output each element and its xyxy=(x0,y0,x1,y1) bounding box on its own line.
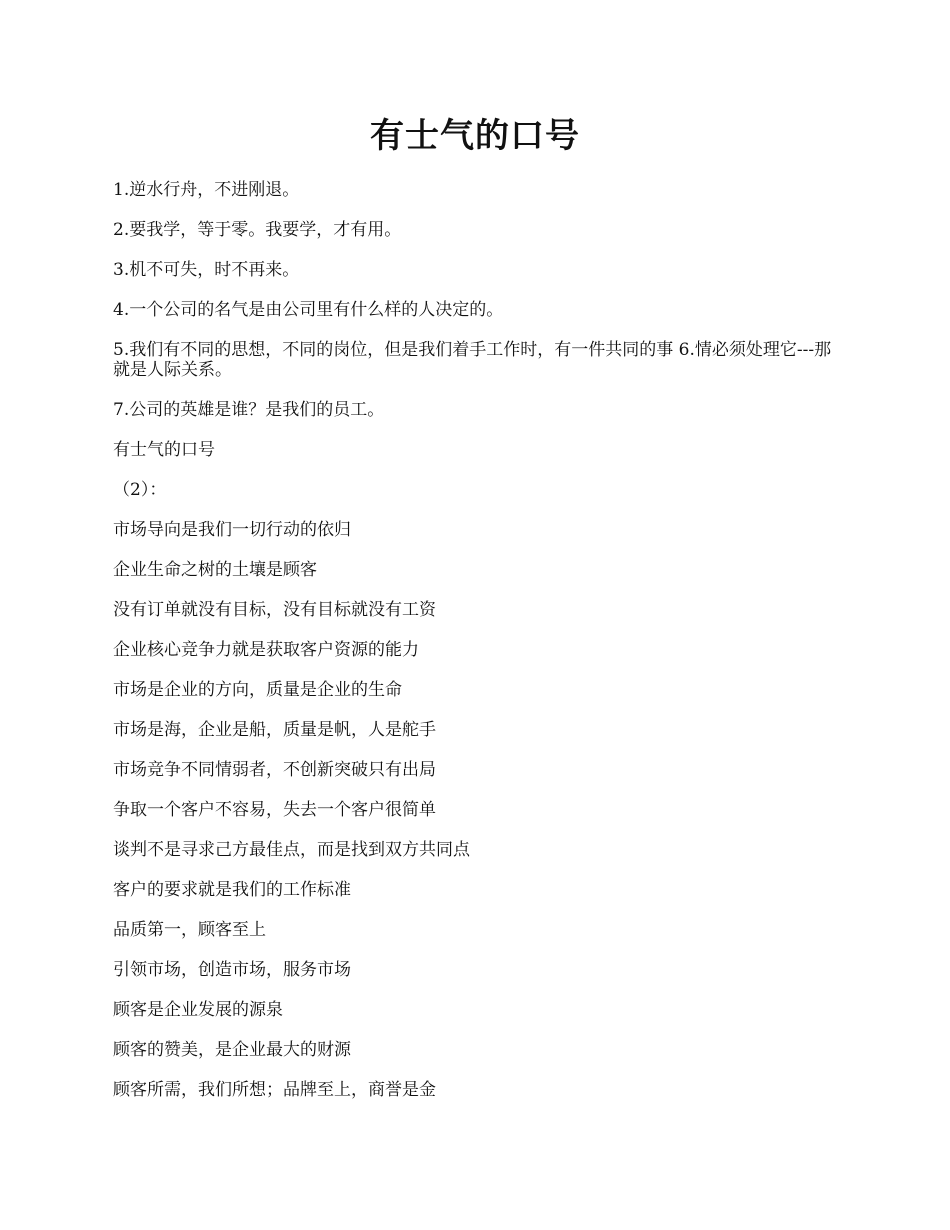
paragraph-3: 3.机不可失，时不再来。 xyxy=(113,260,300,280)
slogan-12: 引领市场，创造市场，服务市场 xyxy=(113,960,351,980)
section-number: （2）： xyxy=(113,480,167,500)
slogan-4: 企业核心竞争力就是获取客户资源的能力 xyxy=(113,640,419,660)
slogan-1: 市场导向是我们一切行动的依归 xyxy=(113,520,351,540)
slogan-6: 市场是海，企业是船，质量是帆，人是舵手 xyxy=(113,720,436,740)
paragraph-1: 1.逆水行舟，不进刚退。 xyxy=(113,180,300,200)
slogan-14: 顾客的赞美，是企业最大的财源 xyxy=(113,1040,351,1060)
paragraph-6: 7.公司的英雄是谁？是我们的员工。 xyxy=(113,400,385,420)
slogan-7: 市场竞争不同情弱者，不创新突破只有出局 xyxy=(113,760,436,780)
paragraph-2: 2.要我学，等于零。我要学，才有用。 xyxy=(113,220,402,240)
slogan-3: 没有订单就没有目标，没有目标就没有工资 xyxy=(113,600,436,620)
slogan-2: 企业生命之树的土壤是顾客 xyxy=(113,560,317,580)
slogan-5: 市场是企业的方向，质量是企业的生命 xyxy=(113,680,402,700)
slogan-15: 顾客所需，我们所想；品牌至上，商誉是金 xyxy=(113,1080,436,1100)
document-body xyxy=(113,180,841,1120)
slogan-8: 争取一个客户不容易，失去一个客户很简单 xyxy=(113,800,436,820)
document-title: 有士气的口号 xyxy=(370,116,580,156)
section-heading: 有士气的口号 xyxy=(113,440,215,460)
paragraph-5: 5.我们有不同的思想，不同的岗位，但是我们着手工作时，有一件共同的事 6.情必须处理它---那就是人际关系。 xyxy=(113,340,832,380)
slogan-10: 客户的要求就是我们的工作标准 xyxy=(113,880,351,900)
paragraph-4: 4.一个公司的名气是由公司里有什么样的人决定的。 xyxy=(113,300,504,320)
slogan-9: 谈判不是寻求己方最佳点，而是找到双方共同点 xyxy=(113,840,470,860)
slogan-11: 品质第一，顾客至上 xyxy=(113,920,266,940)
slogan-13: 顾客是企业发展的源泉 xyxy=(113,1000,283,1020)
